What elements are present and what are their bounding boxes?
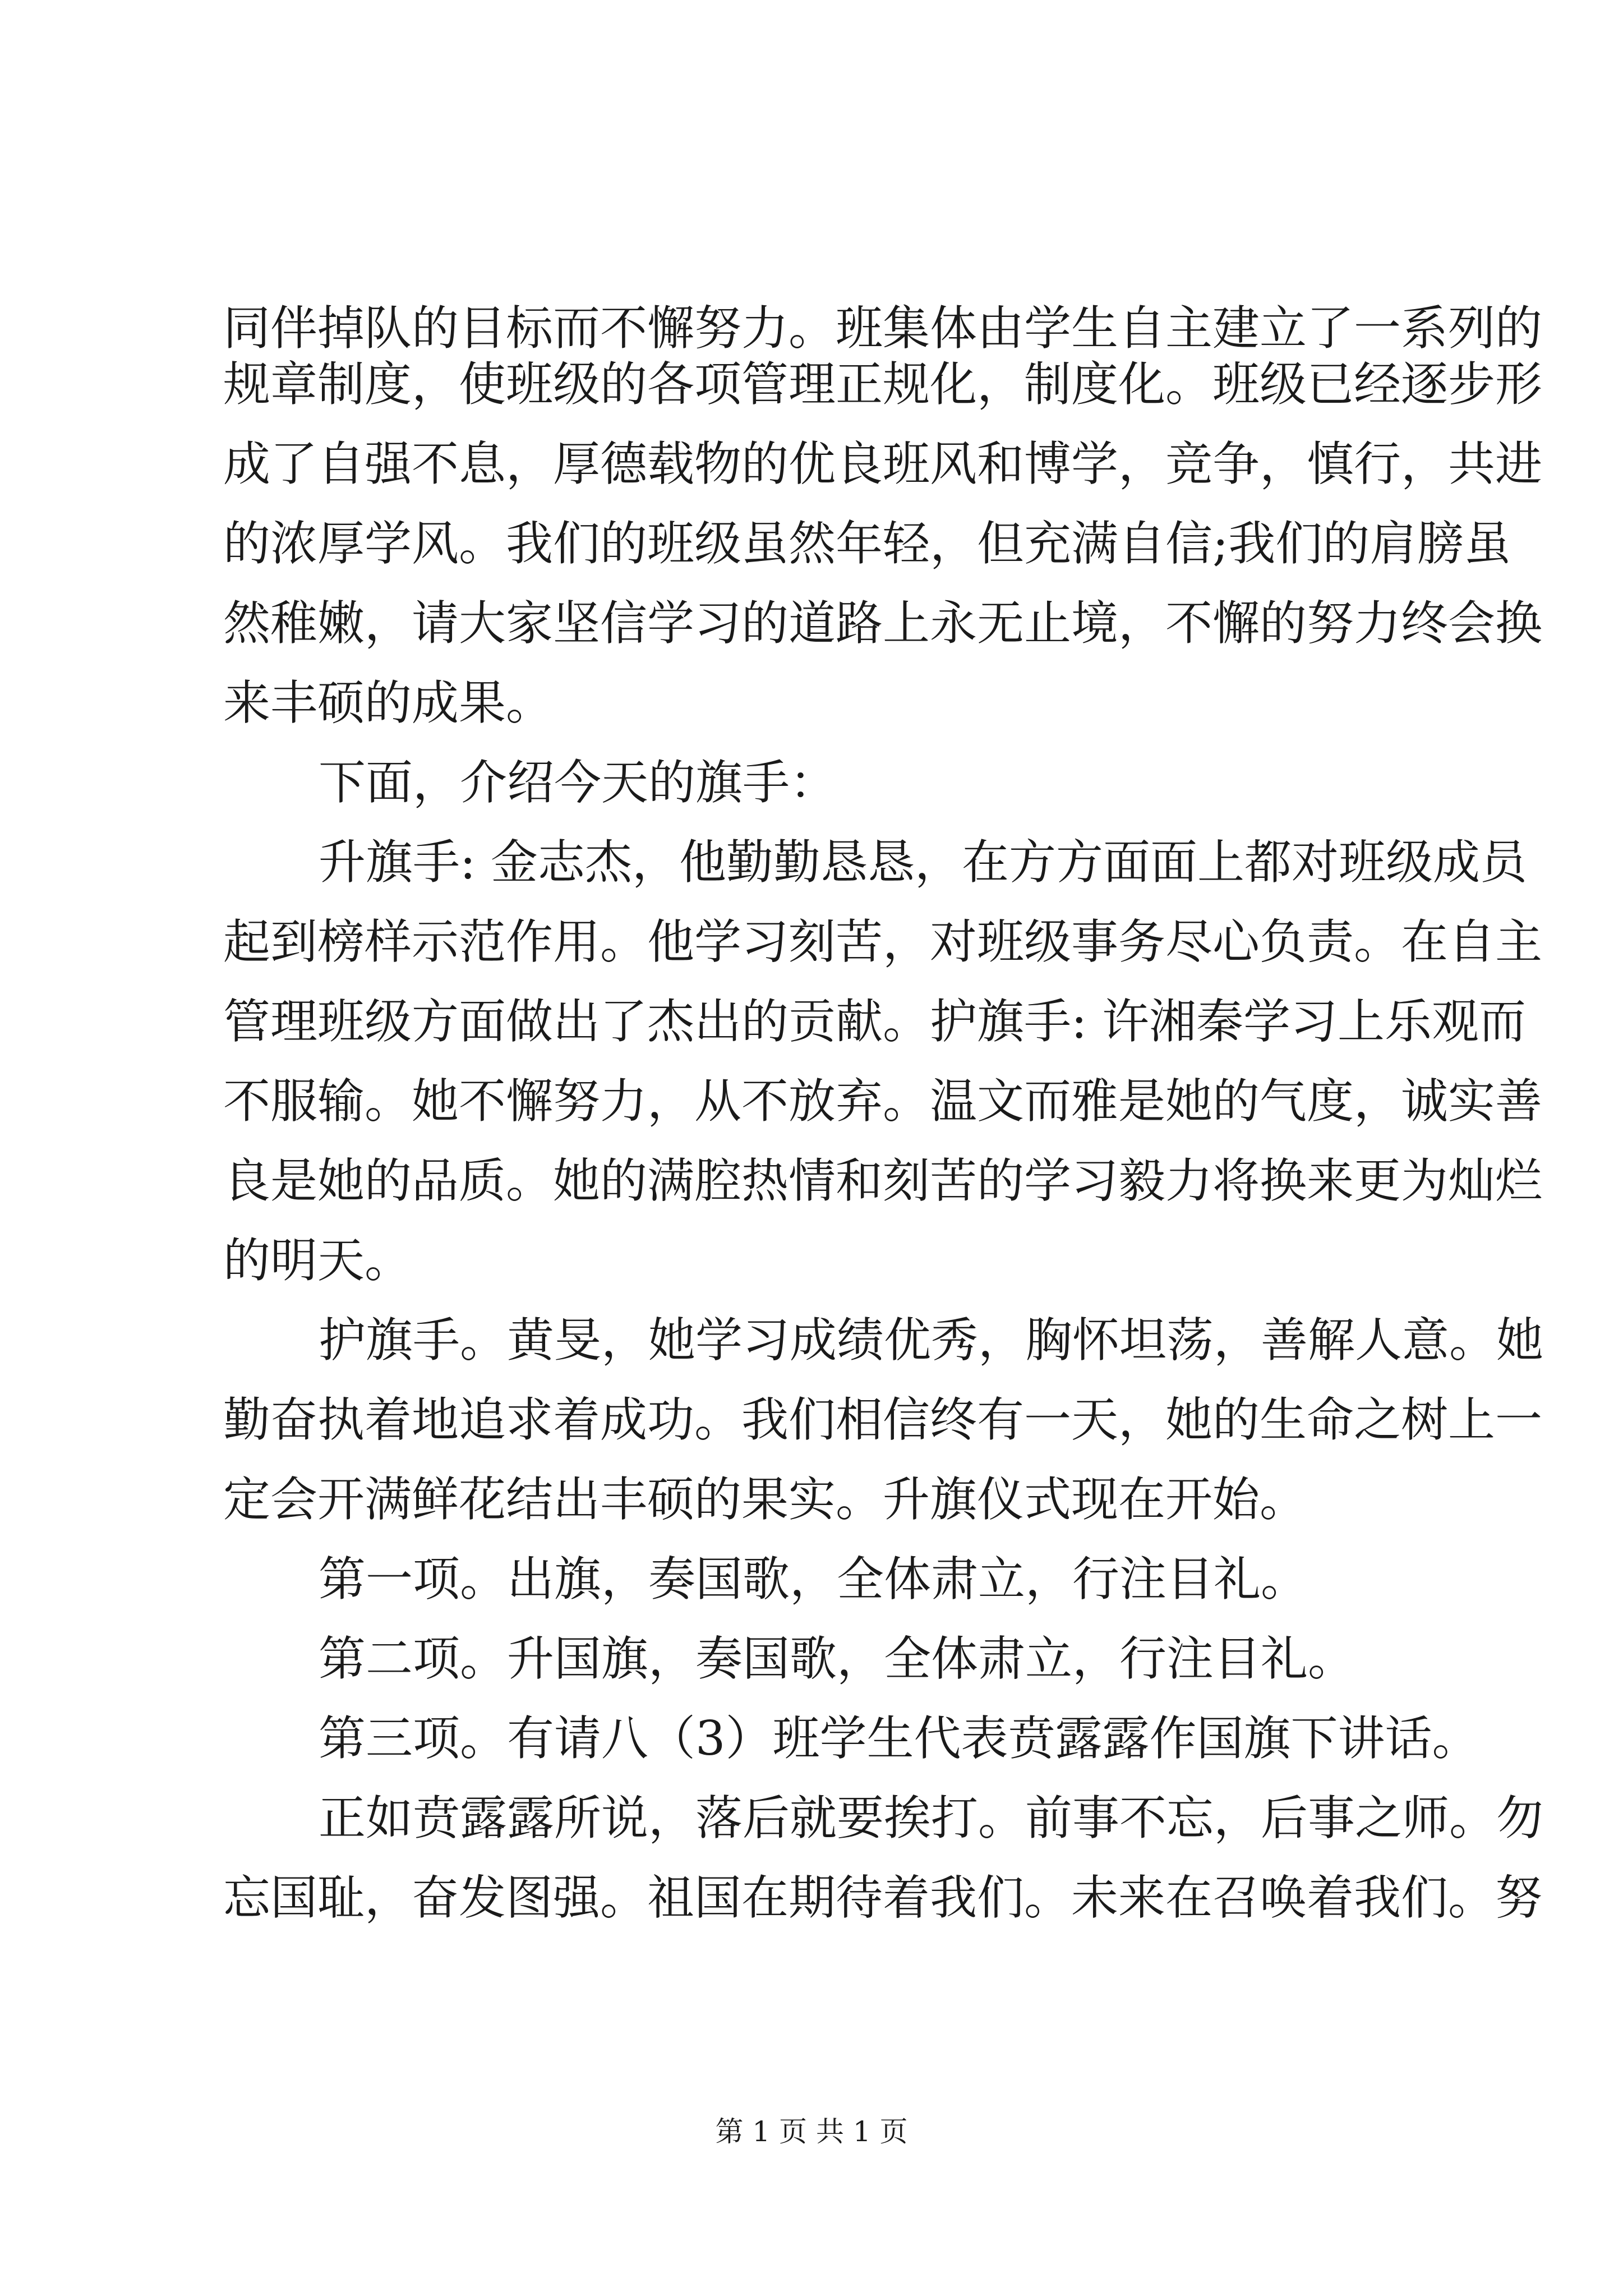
text-line: 正如贲露露所说，落后就要挨打。前事不忘，后事之师。勿	[319, 1791, 1544, 1846]
text-line: 下面，介绍今天的旗手：	[319, 755, 837, 810]
text-line: 定会开满鲜花结出丰硕的果实。升旗仪式现在开始。	[223, 1472, 1307, 1527]
text-line: 勤奋执着地追求着成功。我们相信终有一天，她的生命之树上一	[223, 1392, 1543, 1447]
text-line: 管理班级方面做出了杰出的贡献。护旗手: 许湘秦学习上乐观而	[223, 994, 1527, 1049]
text-line: 不服输。她不懈努力，从不放弃。温文而雅是她的气度，诚实善	[223, 1074, 1543, 1129]
text-line: 同伴掉队的目标而不懈努力。班集体由学生自主建立了一系列的	[223, 301, 1543, 356]
text-line: 良是她的品质。她的满腔热情和刻苦的学习毅力将换来更为灿烂	[223, 1153, 1543, 1208]
text-line: 升旗手: 金志杰，他勤勤恳恳，在方方面面上都对班级成员	[319, 835, 1528, 890]
text-line: 忘国耻，奋发图强。祖国在期待着我们。未来在召唤着我们。努	[223, 1870, 1543, 1925]
text-line: 的明天。	[223, 1233, 412, 1288]
text-line: 起到榜样示范作用。他学习刻苦，对班级事务尽心负责。在自主	[223, 914, 1543, 969]
document-body	[223, 300, 1544, 1926]
text-line: 来丰硕的成果。	[223, 675, 554, 730]
text-line: 然稚嫩，请大家坚信学习的道路上永无止境，不懈的努力终会换	[223, 596, 1543, 651]
text-line: 第二项。升国旗，奏国歌，全体肃立，行注目礼。	[319, 1631, 1355, 1686]
text-line: 护旗手。黄旻，她学习成绩优秀，胸怀坦荡，善解人意。她	[319, 1313, 1544, 1368]
text-line: 规章制度，使班级的各项管理正规化，制度化。班级已经逐步形	[223, 357, 1543, 412]
text-line: 成了自强不息，厚德载物的优良班风和博学，竞争，慎行，共进	[223, 436, 1543, 491]
text-line: 第一项。出旗，奏国歌，全体肃立，行注目礼。	[319, 1552, 1308, 1607]
page-number-footer: 第 1 页 共 1 页	[715, 2115, 908, 2148]
text-line: 的浓厚学风。我们的班级虽然年轻，但充满自信;我们的肩膀虽	[223, 516, 1511, 571]
text-line: 第三项。有请八（3）班学生代表贲露露作国旗下讲话。	[319, 1711, 1479, 1766]
